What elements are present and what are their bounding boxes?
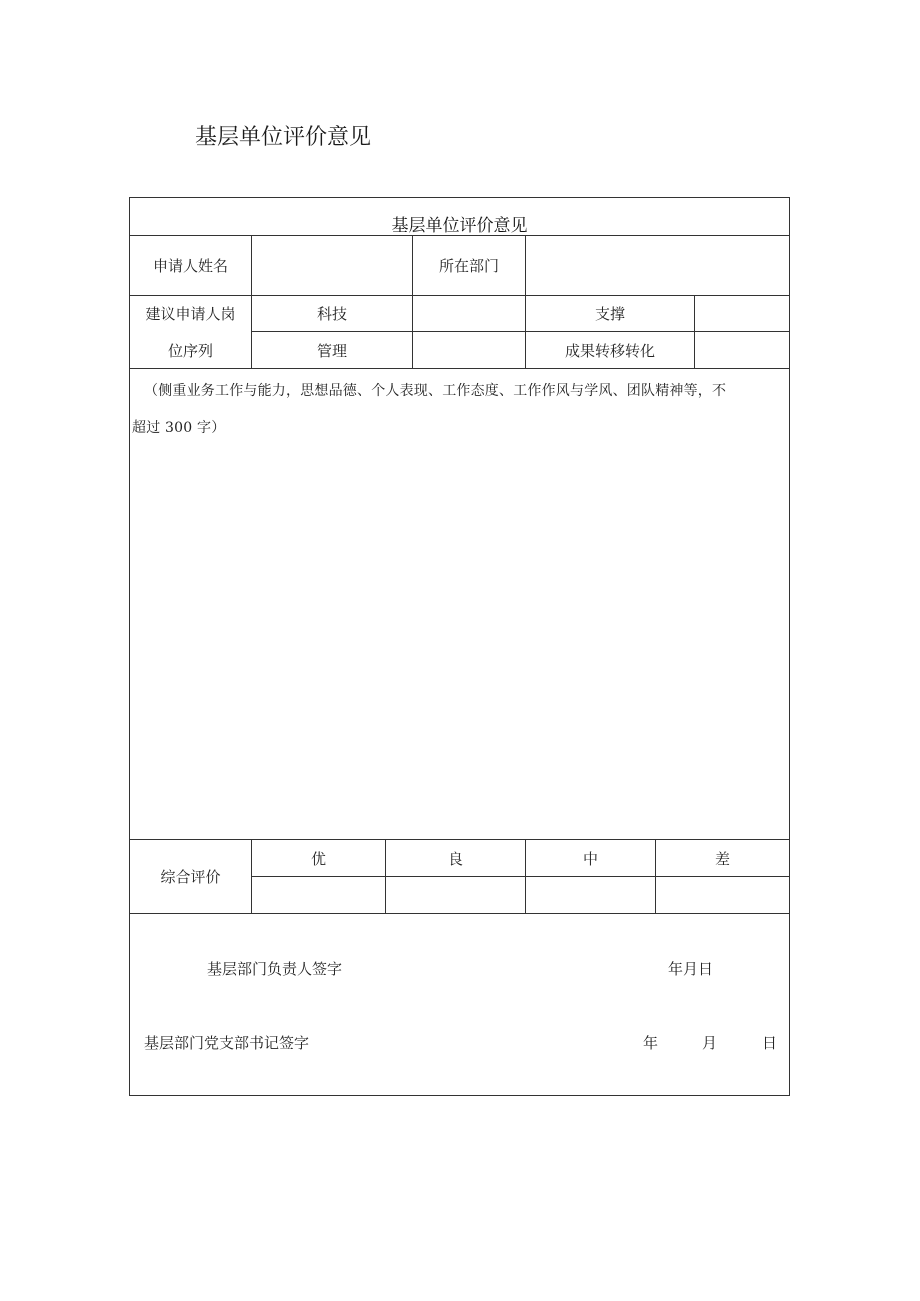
position-label-line2: 位序列 <box>167 341 213 360</box>
party-secretary-date-month: 月 <box>702 1034 718 1052</box>
rating-level-excellent: 优 <box>310 849 326 868</box>
rating-check-average[interactable] <box>526 877 655 913</box>
position-option-tech-check[interactable] <box>413 296 525 331</box>
rating-check-good[interactable] <box>386 877 525 913</box>
form-title: 基层单位评价意见 <box>391 215 528 236</box>
department-field[interactable] <box>526 236 789 295</box>
row-divider-rating <box>130 913 789 914</box>
position-option-transfer-check[interactable] <box>695 332 789 368</box>
dept-head-signature-date: 年月日 <box>668 960 714 978</box>
party-secretary-signature-label: 基层部门党支部书记签字 <box>144 1034 310 1052</box>
rating-level-average: 中 <box>582 849 598 868</box>
row-divider-position <box>130 368 789 369</box>
rating-level-poor: 差 <box>714 849 730 868</box>
position-option-tech: 科技 <box>316 305 347 323</box>
rating-label: 综合评价 <box>160 868 221 886</box>
instructions-line-2: 超过 300 字） <box>132 420 226 436</box>
rating-level-good: 良 <box>447 849 463 868</box>
party-secretary-date-day: 日 <box>762 1034 778 1052</box>
page-heading: 基层单位评价意见 <box>195 125 372 150</box>
evaluation-text-area[interactable] <box>132 373 788 447</box>
position-option-support: 支撑 <box>594 305 625 323</box>
department-label: 所在部门 <box>438 257 499 275</box>
party-secretary-date-year: 年 <box>643 1034 659 1052</box>
position-option-support-check[interactable] <box>695 296 789 331</box>
position-option-transfer: 成果转移转化 <box>564 341 655 360</box>
instructions-line-1: （侧重业务工作与能力，思想品德、个人表现、工作态度、工作作风与学风、团队精神等，不 <box>144 383 727 399</box>
position-label-line1: 建议申请人岗 <box>145 305 236 323</box>
applicant-name-field[interactable] <box>252 236 412 295</box>
rating-check-poor[interactable] <box>656 877 789 913</box>
position-option-management: 管理 <box>316 341 347 360</box>
position-option-management-check[interactable] <box>413 332 525 368</box>
rating-check-excellent[interactable] <box>252 877 385 913</box>
applicant-name-label: 申请人姓名 <box>152 257 228 275</box>
evaluation-form <box>129 197 790 1096</box>
dept-head-signature-label: 基层部门负责人签字 <box>207 960 343 978</box>
